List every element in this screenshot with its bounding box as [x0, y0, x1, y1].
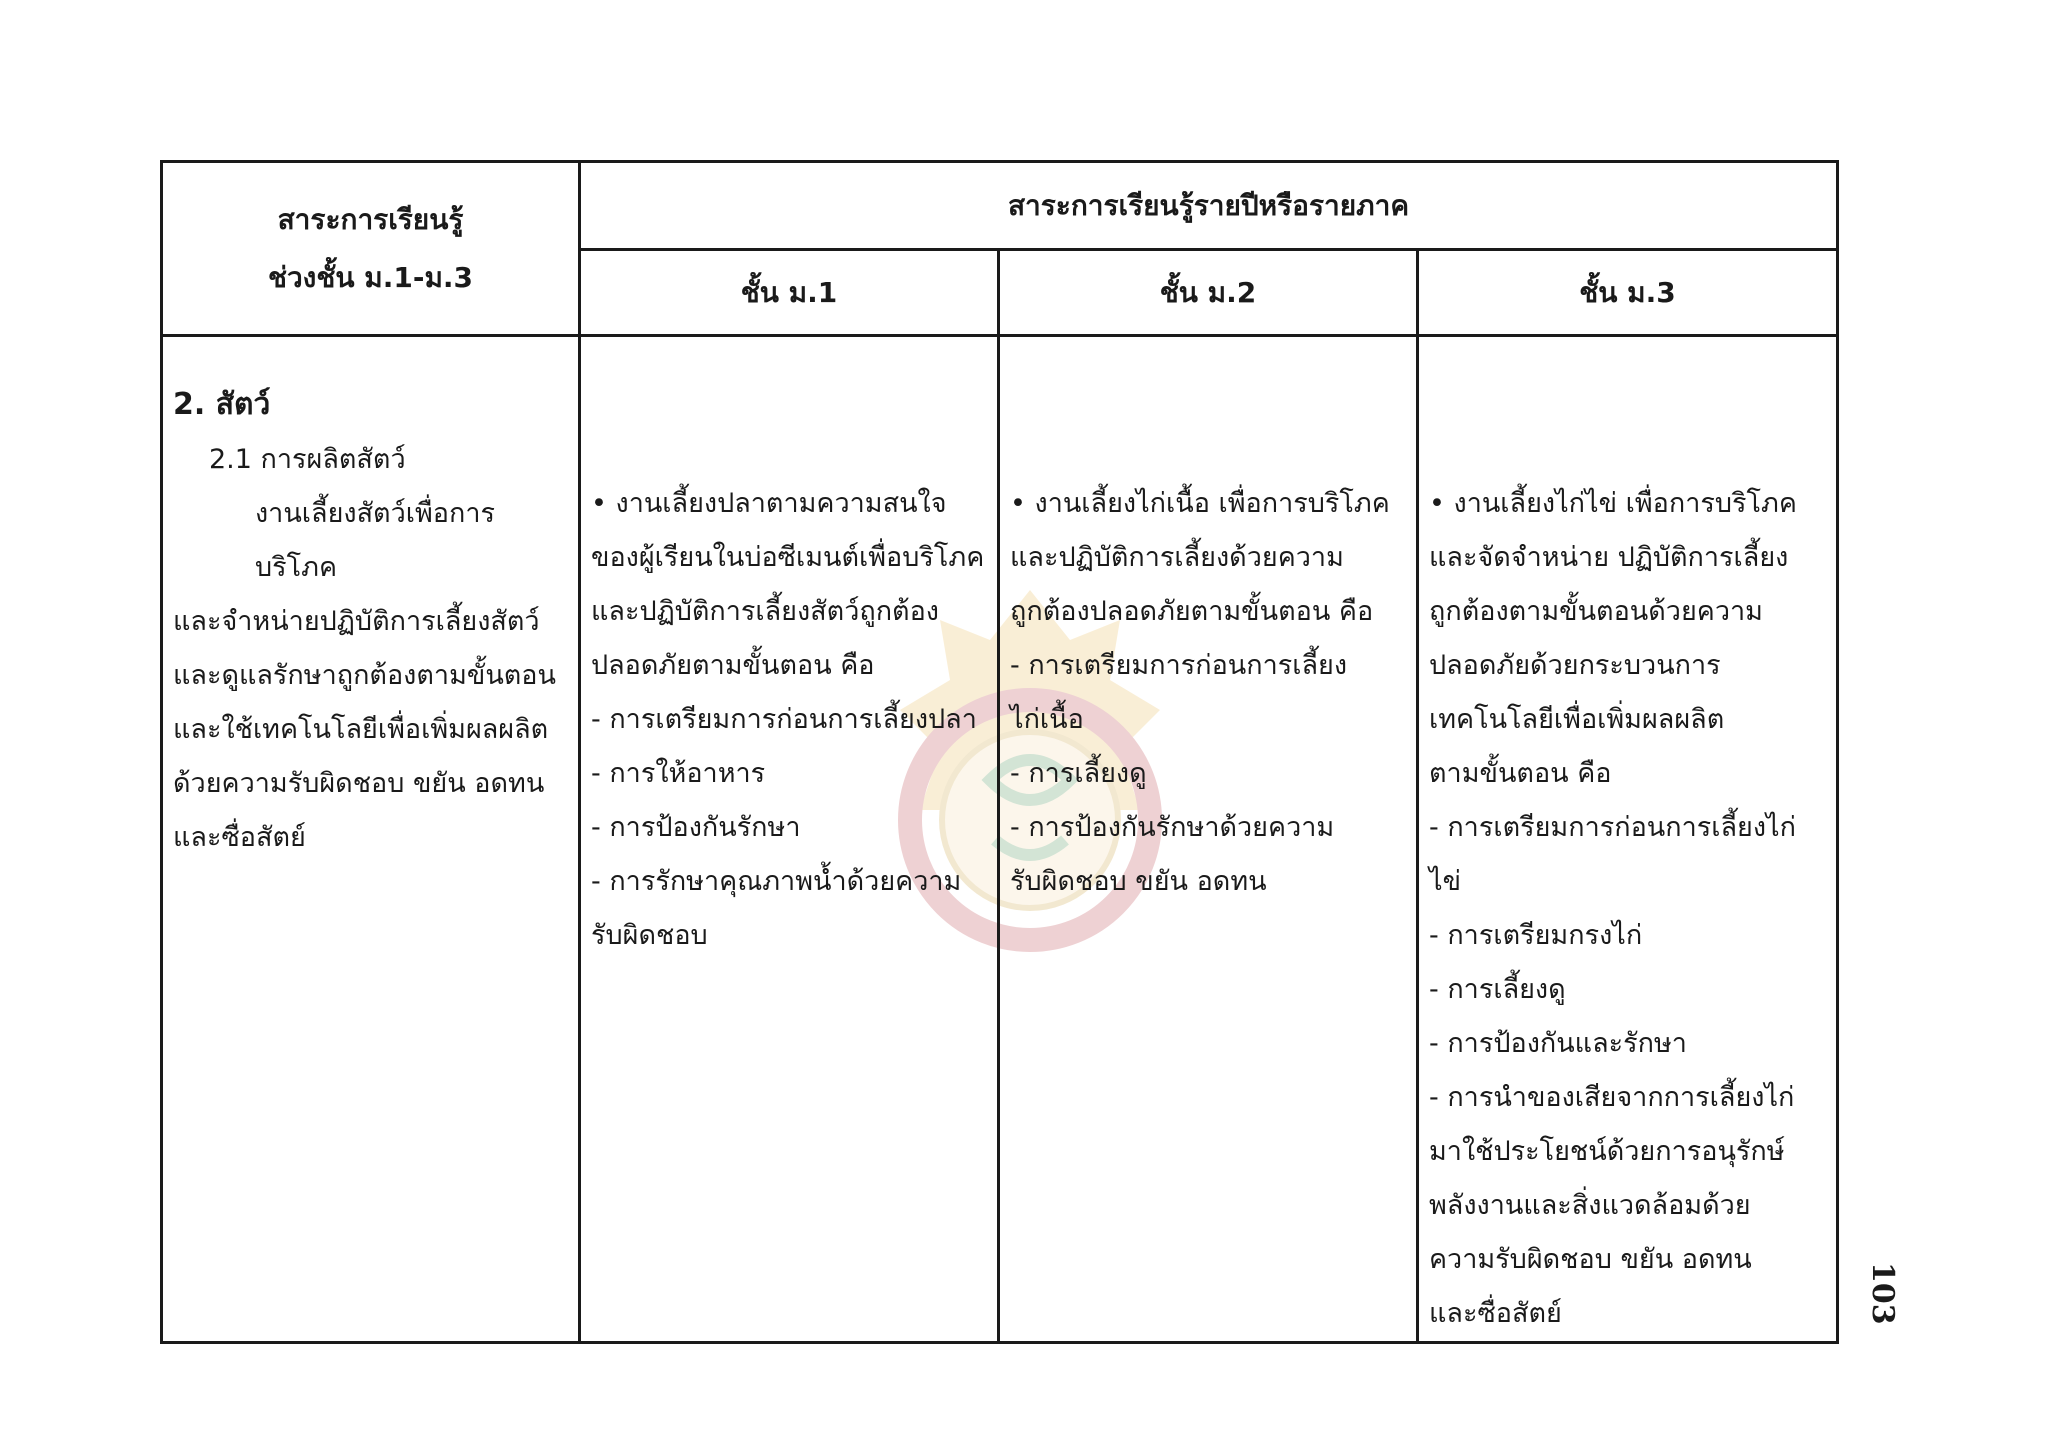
m2-line: • งานเลี้ยงไก่เนื้อ เพื่อการบริโภค — [1010, 488, 1390, 519]
m3-line: เทคโนโลยีเพื่อเพิ่มผลผลิต — [1429, 704, 1725, 735]
m3-line: พลังงานและสิ่งแวดล้อมด้วย — [1429, 1190, 1751, 1221]
m1-line: รับผิดชอบ — [591, 920, 708, 951]
m3-line: และซื่อสัตย์ — [1429, 1298, 1562, 1329]
header-main: สาระการเรียนรู้รายปีหรือรายภาค — [580, 162, 1838, 250]
m1-line: - การรักษาคุณภาพน้ำด้วยความ — [591, 866, 962, 897]
page-number: 103 — [1865, 1262, 1900, 1325]
m1-line: - การให้อาหาร — [591, 758, 766, 789]
left-line: และใช้เทคโนโลยีเพื่อเพิ่มผลผลิต — [173, 714, 549, 745]
m3-line: มาใช้ประโยชน์ด้วยการอนุรักษ์ — [1429, 1136, 1785, 1167]
m3-line: ปลอดภัยด้วยกระบวนการ — [1429, 650, 1721, 681]
m1-line: ของผู้เรียนในบ่อซีเมนต์เพื่อบริโภค — [591, 542, 985, 573]
left-line: และจำหน่ายปฏิบัติการเลี้ยงสัตว์ — [173, 606, 540, 637]
m3-line: - การเตรียมกรงไก่ — [1429, 920, 1643, 951]
left-column-content — [162, 336, 580, 1343]
left-line: งานเลี้ยงสัตว์เพื่อการบริโภค — [255, 498, 496, 583]
curriculum-table — [160, 160, 1839, 1344]
m3-line: ตามขั้นตอน คือ — [1429, 758, 1612, 789]
m3-line: - การป้องกันและรักษา — [1429, 1028, 1687, 1059]
m1-line: - การป้องกันรักษา — [591, 812, 801, 843]
header-left-line-1: สาระการเรียนรู้ — [277, 202, 464, 236]
m2-line: ถูกต้องปลอดภัยตามขั้นตอน คือ — [1010, 596, 1374, 627]
m3-line: ความรับผิดชอบ ขยัน อดทน — [1429, 1244, 1752, 1275]
header-left-line-2: ช่วงชั้น ม.1-ม.3 — [267, 260, 474, 294]
m2-line: - การเลี้ยงดู — [1010, 758, 1147, 789]
m3-line: ถูกต้องตามขั้นตอนด้วยความ — [1429, 596, 1763, 627]
header-grade-m2: ชั้น ม.2 — [999, 250, 1418, 336]
m1-line: ปลอดภัยตามขั้นตอน คือ — [591, 650, 875, 681]
m2-line: ไก่เนื้อ — [1010, 704, 1084, 735]
header-grade-m1: ชั้น ม.1 — [580, 250, 999, 336]
header-grade-m3: ชั้น ม.3 — [1418, 250, 1838, 336]
m1-column-content — [580, 336, 999, 1343]
left-line: และดูแลรักษาถูกต้องตามขั้นตอน — [173, 660, 556, 691]
m3-line: - การนำของเสียจากการเลี้ยงไก่ — [1429, 1082, 1795, 1113]
section-title: 2. สัตว์ — [173, 387, 271, 422]
m3-line: • งานเลี้ยงไก่ไข่ เพื่อการบริโภค — [1429, 488, 1797, 519]
header-left — [162, 162, 580, 336]
m3-column-content — [1418, 336, 1838, 1343]
left-line: ด้วยความรับผิดชอบ ขยัน อดทน — [173, 768, 545, 799]
m1-line: • งานเลี้ยงปลาตามความสนใจ — [591, 488, 947, 519]
m3-line: - การเตรียมการก่อนการเลี้ยงไก่ไข่ — [1429, 812, 1796, 897]
m2-line: - การเตรียมการก่อนการเลี้ยง — [1010, 650, 1348, 681]
m1-line: และปฏิบัติการเลี้ยงสัตว์ถูกต้อง — [591, 596, 939, 627]
left-line: และซื่อสัตย์ — [173, 822, 306, 853]
m2-line: และปฏิบัติการเลี้ยงด้วยความ — [1010, 542, 1344, 573]
m2-line: - การป้องกันรักษาด้วยความ — [1010, 812, 1335, 843]
m2-column-content — [999, 336, 1418, 1343]
m2-line: รับผิดชอบ ขยัน อดทน — [1010, 866, 1267, 897]
m1-line: - การเตรียมการก่อนการเลี้ยงปลา — [591, 704, 977, 735]
subsection-title: 2.1 การผลิตสัตว์ — [209, 444, 406, 475]
m3-line: - การเลี้ยงดู — [1429, 974, 1566, 1005]
m3-line: และจัดจำหน่าย ปฏิบัติการเลี้ยง — [1429, 542, 1789, 573]
